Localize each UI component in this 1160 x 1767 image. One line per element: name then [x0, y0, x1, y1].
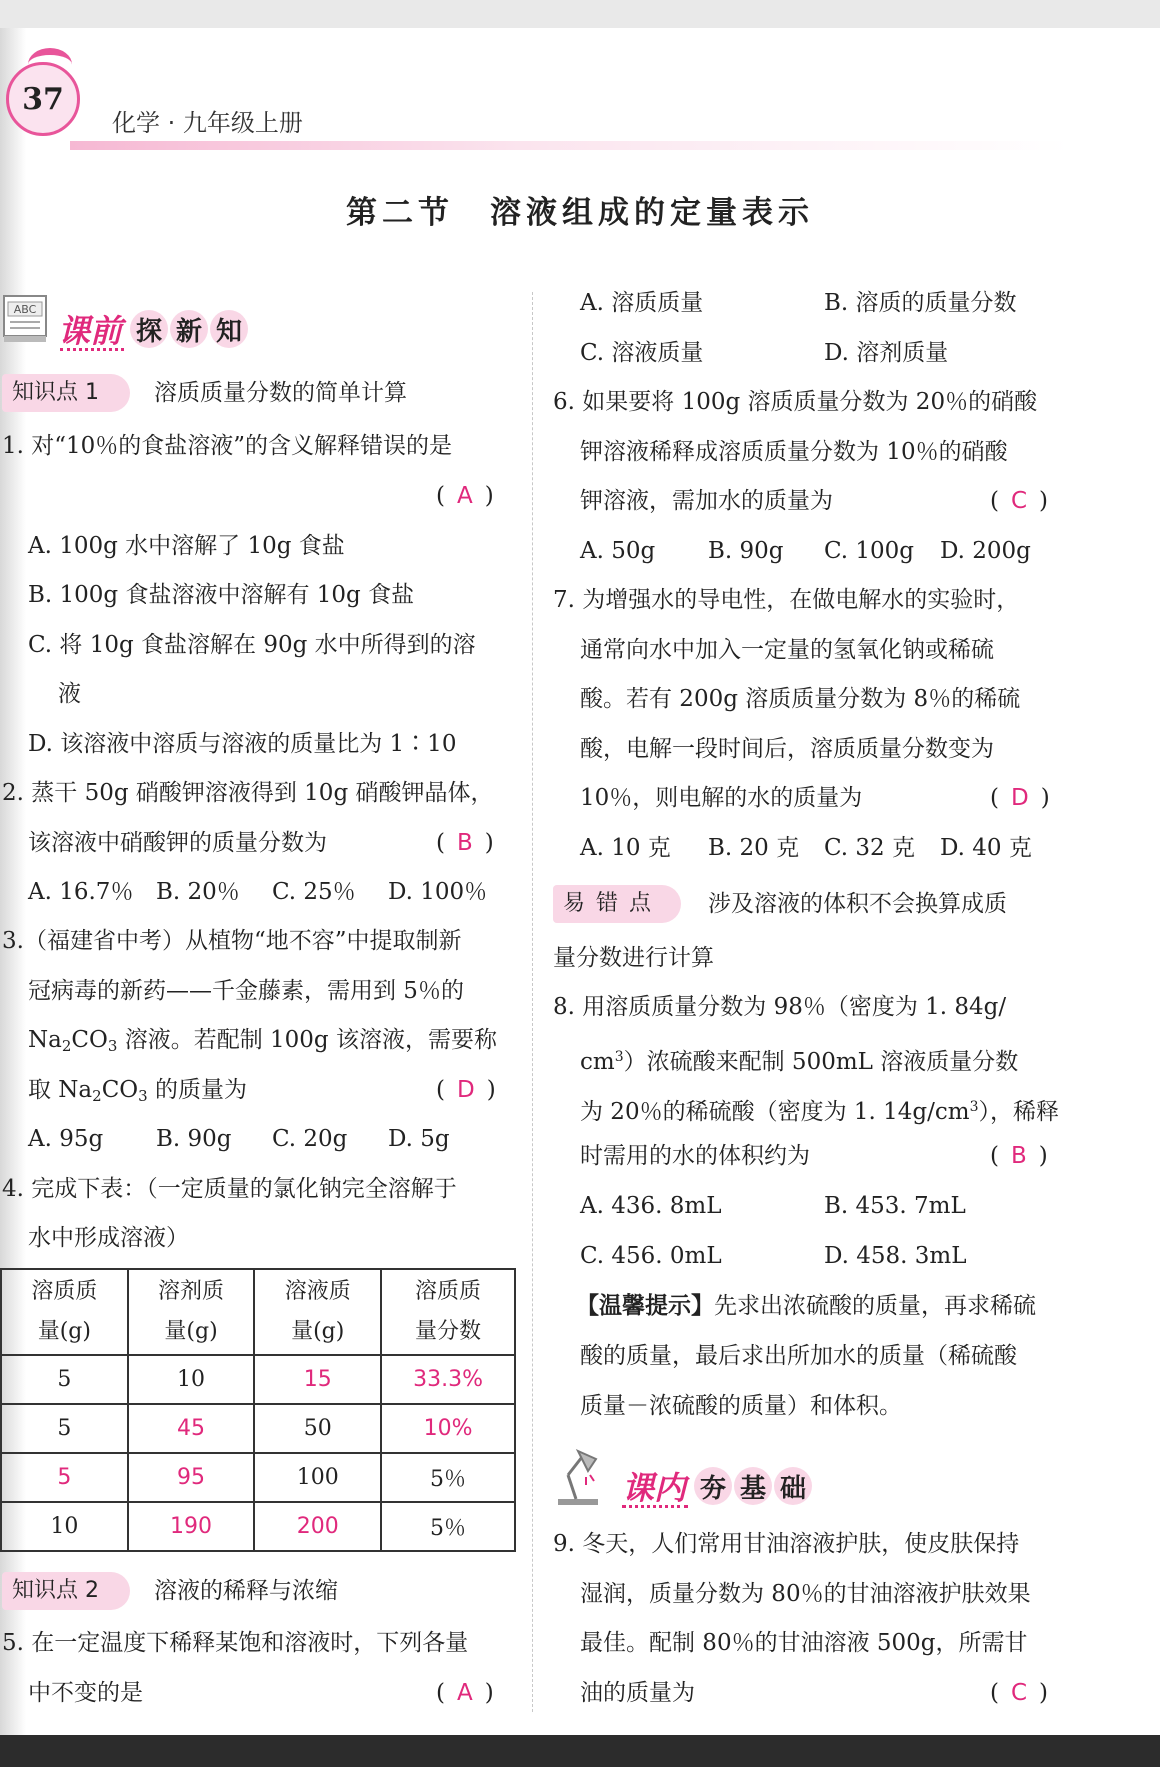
q8-stem-cont: [580, 1040, 1018, 1079]
q1-stem: 1. 对“10％的食盐溶液”的含义解释错误的是: [2, 433, 453, 459]
svg-text:ABC: ABC: [13, 303, 37, 316]
table-header-cell: [128, 1269, 255, 1355]
q8-answer: ( B ): [990, 1143, 1048, 1169]
table-cell: 10%: [381, 1404, 515, 1453]
q2-answer: ( B ): [436, 830, 494, 856]
q2-stem: 2. 蒸干 50g 硝酸钾溶液得到 10g 硝酸钾晶体，: [2, 780, 494, 806]
q5-option-a: A. 溶质质量: [580, 290, 704, 316]
q5-answer: ( A ): [436, 1680, 494, 1706]
subscript: 3: [107, 1037, 118, 1055]
table-header-cell: [1, 1269, 128, 1355]
table-row: [1, 1502, 515, 1551]
text-part: ），稀释: [978, 1099, 1059, 1125]
q3-stem-formula-line2: [28, 1073, 247, 1113]
banner-in-class-a: 课内: [622, 1469, 687, 1507]
q1-option-c-cont: 液: [58, 681, 81, 707]
tip-label: 【温馨提示】: [576, 1293, 714, 1319]
table-row: [1, 1453, 515, 1502]
table-row: [1, 1404, 515, 1453]
tip-line: [576, 1289, 1036, 1323]
table-cell: 15: [254, 1355, 381, 1404]
q9-answer: ( C ): [990, 1680, 1049, 1706]
knowledge-point-1-tag: 知识点 1: [2, 374, 130, 412]
q7-option-c: C. 32 克: [824, 835, 915, 861]
header-line: 量(g): [164, 1319, 218, 1344]
table-cell: 10: [1, 1502, 128, 1551]
q3-answer: ( D ): [436, 1077, 496, 1103]
q6-option-c: C. 100g: [824, 538, 915, 564]
q1-option-a: A. 100g 水中溶解了 10g 食盐: [28, 533, 345, 559]
q7-option-a: A. 10 克: [580, 835, 671, 861]
q6-option-a: A. 50g: [580, 538, 656, 564]
header-line: 量(g): [37, 1319, 91, 1344]
formula-part: 取 Na: [28, 1077, 93, 1103]
q7-option-b: B. 20 克: [708, 835, 800, 861]
q1-option-d: D. 该溶液中溶质与溶液的质量比为 1∶10: [28, 731, 457, 757]
banner-before-class-a: 课前: [58, 312, 123, 350]
q3-answer-value: D: [456, 1077, 475, 1103]
header-line: 溶液质: [284, 1279, 351, 1304]
q8-option-a: A. 436. 8mL: [580, 1193, 722, 1219]
q3-stem-formula-line: [28, 1023, 497, 1063]
formula-part: 溶液。若配制 100g 该溶液，需要称: [117, 1027, 497, 1053]
q9-stem-cont: 湿润，质量分数为 80％的甘油溶液护肤效果: [580, 1581, 1031, 1607]
q5-stem: 5. 在一定温度下稀释某饱和溶液时，下列各量: [2, 1630, 469, 1656]
banner-before-class-char: 新: [170, 310, 208, 348]
superscript: 3: [614, 1049, 624, 1065]
formula-part: Na: [28, 1027, 62, 1053]
q8-stem-cont3: 时需用的水的体积约为: [580, 1143, 810, 1169]
q3-option-c: C. 20g: [272, 1126, 348, 1152]
q7-stem-cont3: 酸，电解一段时间后，溶质质量分数变为: [580, 736, 994, 762]
subscript: 2: [92, 1087, 102, 1105]
q3-stem-cont: 冠病毒的新药——千金藤素，需用到 5％的: [28, 978, 464, 1004]
q1-answer: ( A ): [436, 483, 494, 509]
formula-part: CO: [71, 1027, 108, 1053]
page-number: 37: [22, 81, 64, 117]
q1-answer-value: A: [456, 483, 473, 509]
q6-option-b: B. 90g: [708, 538, 784, 564]
section-title: 第二节 溶液组成的定量表示: [346, 195, 814, 231]
q2-stem-cont: 该溶液中硝酸钾的质量分数为: [28, 830, 327, 856]
q2-answer-value: B: [456, 830, 473, 856]
table-cell: 95: [128, 1453, 255, 1502]
table-header-cell: [254, 1269, 381, 1355]
header-line: 溶质质: [31, 1279, 98, 1304]
q5-option-c: C. 溶液质量: [580, 340, 704, 366]
table-cell: 5％: [381, 1453, 515, 1502]
q5-option-d: D. 溶剂质量: [824, 340, 949, 366]
q4-table: [0, 1268, 516, 1552]
tip-line-3: 质量－浓硫酸的质量）和体积。: [580, 1393, 902, 1419]
table-cell: 200: [254, 1502, 381, 1551]
q7-stem-cont: 通常向水中加入一定量的氢氧化钠或稀硫: [580, 637, 994, 663]
q8-option-d: D. 458. 3mL: [824, 1243, 967, 1269]
q2-option-d: D. 100％: [388, 879, 488, 905]
banner-in-class-char: 基: [734, 1467, 772, 1505]
q7-stem-cont2: 酸。若有 200g 溶质质量分数为 8％的稀硫: [580, 686, 1021, 712]
q4-stem: 4. 完成下表：（一定质量的氯化钠完全溶解于: [2, 1176, 457, 1202]
tip-text: 先求出浓硫酸的质量，再求稀硫: [714, 1293, 1036, 1319]
q8-stem: 8. 用溶质质量分数为 98％（密度为 1. 84g/: [553, 994, 1007, 1020]
banner-before-class: [58, 306, 250, 352]
table-cell: 5％: [381, 1502, 515, 1551]
q2-option-a: A. 16.7％: [28, 879, 134, 905]
q7-option-d: D. 40 克: [940, 835, 1032, 861]
formula-part: CO: [101, 1077, 139, 1103]
q2-option-c: C. 25％: [272, 879, 356, 905]
q3-stem: 3.（福建省中考）从植物“地不容”中提取制新: [2, 928, 462, 954]
tip-line-2: 酸的质量，最后求出所加水的质量（稀硫酸: [580, 1343, 1017, 1369]
banner-in-class-char: 础: [774, 1467, 812, 1505]
text-part: ）浓硫酸来配制 500mL 溶液质量分数: [623, 1049, 1019, 1075]
q5-answer-value: A: [456, 1680, 473, 1706]
q6-answer-value: C: [1010, 488, 1028, 514]
book-title: 化学 · 九年级上册: [112, 109, 303, 137]
subscript: 3: [138, 1087, 148, 1105]
text-part: cm: [580, 1049, 615, 1075]
text-part: 为 20％的稀硫酸（密度为 1. 14g/cm: [580, 1099, 970, 1125]
table-cell: 50: [254, 1404, 381, 1453]
banner-in-class-char: 夯: [694, 1467, 732, 1505]
q7-stem: 7. 为增强水的导电性，在做电解水的实验时，: [553, 587, 1020, 613]
header-rule: [70, 141, 1070, 150]
q8-option-b: B. 453. 7mL: [824, 1193, 966, 1219]
error-point-title-cont: 量分数进行计算: [553, 945, 714, 971]
header-line: 溶质质: [415, 1279, 482, 1304]
q5-stem-cont: 中不变的是: [28, 1680, 143, 1706]
q9-stem-cont2: 最佳。配制 80％的甘油溶液 500g，所需甘: [580, 1630, 1028, 1656]
banner-in-class: [622, 1463, 814, 1509]
table-cell: 5: [1, 1404, 128, 1453]
q6-stem: 6. 如果要将 100g 溶质质量分数为 20％的硝酸: [553, 389, 1038, 415]
q7-answer: ( D ): [990, 785, 1050, 811]
knowledge-point-2-tag: 知识点 2: [2, 1572, 130, 1610]
page-number-badge: [6, 62, 80, 136]
q6-stem-cont2: 钾溶液，需加水的质量为: [580, 488, 833, 514]
table-cell: 33.3%: [381, 1355, 515, 1404]
q8-answer-value: B: [1010, 1143, 1027, 1169]
q8-option-c: C. 456. 0mL: [580, 1243, 722, 1269]
q1-option-b: B. 100g 食盐溶液中溶解有 10g 食盐: [28, 582, 415, 608]
q5-option-b: B. 溶质的质量分数: [824, 290, 1017, 316]
q6-answer: ( C ): [990, 488, 1049, 514]
q3-option-b: B. 90g: [156, 1126, 232, 1152]
q3-option-a: A. 95g: [28, 1126, 104, 1152]
q7-stem-cont4: 10％，则电解的水的质量为: [580, 785, 863, 811]
q6-option-d: D. 200g: [940, 538, 1031, 564]
q7-answer-value: D: [1010, 785, 1029, 811]
table-header-cell: [381, 1269, 515, 1355]
table-cell: 10: [128, 1355, 255, 1404]
banner-before-class-char: 知: [210, 310, 248, 348]
error-point-tag: 易 错 点: [553, 885, 681, 923]
q9-answer-value: C: [1010, 1680, 1028, 1706]
banner-before-class-char: 探: [130, 310, 168, 348]
q1-option-c: C. 将 10g 食盐溶解在 90g 水中所得到的溶: [28, 632, 476, 658]
header-line: 量(g): [291, 1319, 345, 1344]
q2-option-b: B. 20％: [156, 879, 240, 905]
superscript: 3: [969, 1099, 979, 1115]
error-point-title: 涉及溶液的体积不会换算成质: [708, 891, 1007, 917]
q9-stem-cont3: 油的质量为: [580, 1680, 695, 1706]
subscript: 2: [61, 1037, 72, 1055]
table-header-row: [1, 1269, 515, 1355]
table-cell: 5: [1, 1355, 128, 1404]
knowledge-point-2-title: 溶液的稀释与浓缩: [154, 1578, 338, 1604]
bottom-edge: [0, 1735, 1160, 1767]
header-line: 量分数: [415, 1319, 482, 1344]
q3-option-d: D. 5g: [388, 1126, 450, 1152]
formula-part: 的质量为: [147, 1077, 248, 1103]
table-cell: 190: [128, 1502, 255, 1551]
table-cell: 5: [1, 1453, 128, 1502]
table-row: [1, 1355, 515, 1404]
header-line: 溶剂质: [158, 1279, 225, 1304]
q6-stem-cont: 钾溶液稀释成溶质质量分数为 10％的硝酸: [580, 439, 1008, 465]
top-edge: [0, 0, 1160, 28]
table-cell: 100: [254, 1453, 381, 1502]
desk-lamp-icon: [552, 1445, 604, 1507]
table-cell: 45: [128, 1404, 255, 1453]
q4-stem-cont: 水中形成溶液）: [28, 1225, 189, 1251]
q9-stem: 9. 冬天，人们常用甘油溶液护肤，使皮肤保持: [553, 1531, 1020, 1557]
table-body: [1, 1355, 515, 1551]
abc-book-icon: [2, 292, 48, 344]
column-divider: [532, 292, 533, 1712]
knowledge-point-1-title: 溶质质量分数的简单计算: [154, 380, 407, 406]
q8-stem-cont2: [580, 1090, 1059, 1129]
banner-dots: [622, 1505, 688, 1508]
banner-dots: [60, 348, 124, 351]
